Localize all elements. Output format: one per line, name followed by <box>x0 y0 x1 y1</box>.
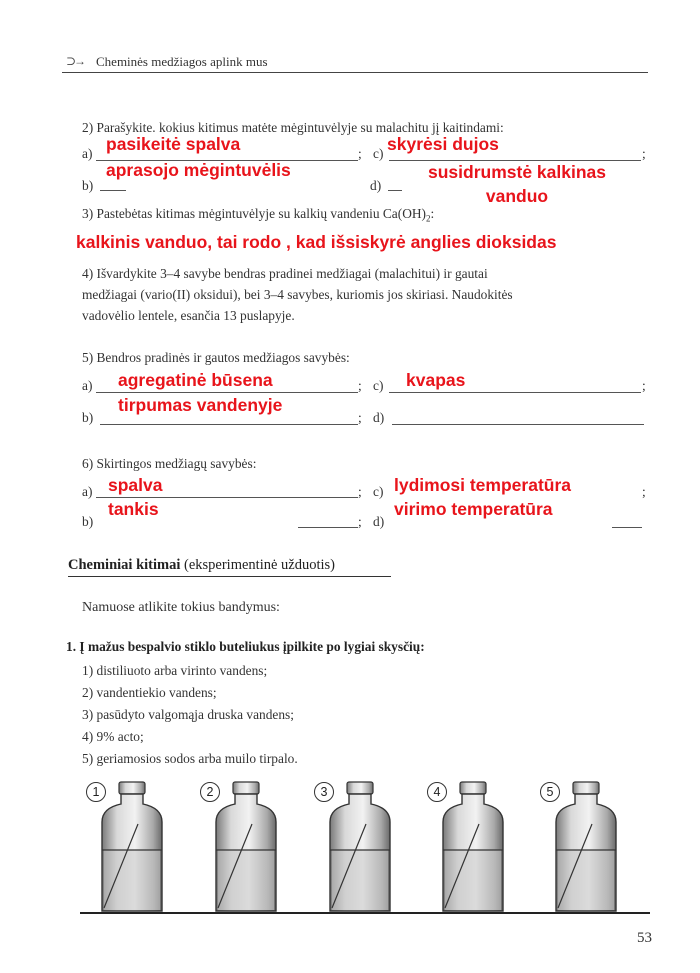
q6-a-label: a) <box>82 484 93 499</box>
bottle-drawing <box>427 780 537 915</box>
bottle-number-badge: 4 <box>427 782 447 802</box>
q6-b-label: b) <box>82 514 94 529</box>
bottle-drawing <box>314 780 424 915</box>
task-1-item: 2) vandentiekio vandens; <box>82 685 217 700</box>
q3-text: 3) Pastebėtas kitimas mėgintuvėlyje su kalkių vandeniu Ca(OH) <box>82 206 426 221</box>
table-surface-line <box>80 912 650 914</box>
q6-b-blank <box>298 527 358 528</box>
q5-c-label: c) <box>373 378 384 393</box>
q2-c-label: c) <box>373 146 384 161</box>
question-6-text: 6) Skirtingos medžiagų savybės: <box>82 456 257 471</box>
q2-c-handwritten-answer: skyrėsi dujos <box>387 134 499 154</box>
task-1-item: 3) pasūdyto valgomąja druska vandens; <box>82 707 294 722</box>
q5-a-blank <box>96 392 358 393</box>
section-heading-rest: (eksperimentinė užduotis) <box>180 557 336 573</box>
section-heading-underline <box>68 576 391 577</box>
q5-b-handwritten-answer: tirpumas vandenyje <box>118 395 283 415</box>
q2-b-blank <box>100 190 126 191</box>
task-1-item: 1) distiliuoto arba virinto vandens; <box>82 663 268 678</box>
q2-b-handwritten-answer: aprasojo mėgintuvėlis <box>106 160 291 180</box>
bottle-number-badge: 2 <box>200 782 220 802</box>
q6-d-handwritten-answer: virimo temperatūra <box>394 499 553 519</box>
header-rule <box>62 72 648 73</box>
task-1-item: 5) geriamosios sodos arba muilo tirpalo. <box>82 751 298 766</box>
q5-a-label: a) <box>82 378 93 393</box>
bottle-drawing <box>200 780 310 915</box>
q3-handwritten-answer: kalkinis vanduo, tai rodo , kad išsiskyrė anglies dioksidas <box>76 232 557 252</box>
q5-a-handwritten-answer: agregatinė būsena <box>118 370 273 390</box>
q6-c-label: c) <box>373 484 384 499</box>
bottle-drawing <box>86 780 196 915</box>
bottle-number-badge: 1 <box>86 782 106 802</box>
q6-a-handwritten-answer: spalva <box>108 475 163 495</box>
question-4-line-3: vadovėlio lentele, esančia 13 puslapyje. <box>82 308 295 323</box>
q5-b-blank <box>100 424 358 425</box>
q6-d-blank <box>612 527 642 528</box>
q3-subscript: 2 <box>426 213 431 224</box>
q3-colon: : <box>430 206 435 221</box>
q2-d-handwritten-answer: susidrumstė kalkinas vanduo <box>428 162 606 206</box>
q6-sep-b: ; <box>358 514 362 529</box>
task-1-title: 1. Į mažus bespalvio stiklo buteliukus įpilkite po lygiai skysčių: <box>66 639 425 654</box>
q2-d-label: d) <box>370 178 382 193</box>
q2-a-label: a) <box>82 146 93 161</box>
q5-sep-c: ; <box>642 378 646 393</box>
bottle-4 <box>427 780 537 915</box>
section-heading-bold: Cheminiai kitimai <box>68 557 181 573</box>
intro-text: Namuose atlikite tokius bandymus: <box>82 600 280 615</box>
task-1-item: 4) 9% acto; <box>82 729 144 744</box>
question-5-text: 5) Bendros pradinės ir gautos medžiagos savybės: <box>82 350 350 365</box>
q5-d-blank <box>392 424 644 425</box>
q5-c-handwritten-answer: kvapas <box>406 370 466 390</box>
q2-b-label: b) <box>82 178 94 193</box>
question-3-text <box>82 206 434 224</box>
q5-c-blank <box>389 392 641 393</box>
q5-sep-a: ; <box>358 378 362 393</box>
q5-b-label: b) <box>82 410 94 425</box>
q6-sep-a: ; <box>358 484 362 499</box>
q6-sep-c: ; <box>642 484 646 499</box>
bottle-3 <box>314 780 424 915</box>
q6-c-handwritten-answer: lydimosi temperatūra <box>394 475 571 495</box>
question-2-text: 2) Parašykite. kokius kitimus matėte mėgintuvėlyje su malachitu jį kaitindami: <box>82 120 504 135</box>
section-heading <box>68 557 335 574</box>
running-header: Cheminės medžiagos aplink mus <box>96 54 268 69</box>
q5-sep-b: ; <box>358 410 362 425</box>
q2-a-handwritten-answer: pasikeitė spalva <box>106 134 241 154</box>
question-4-line-1: 4) Išvardykite 3–4 savybe bendras pradinei medžiagai (malachitui) ir gautai <box>82 266 488 281</box>
question-4-line-2: medžiagai (vario(II) oksidui), bei 3–4 savybes, kuriomis jos skiriasi. Naudokitės <box>82 287 513 302</box>
bottle-drawing <box>540 780 650 915</box>
q2-sep-2: ; <box>642 146 646 161</box>
bottle-1 <box>86 780 196 915</box>
q5-d-label: d) <box>373 410 385 425</box>
q6-a-blank <box>96 497 358 498</box>
header-arrow-icon: ⊃→ <box>66 54 85 68</box>
bottle-5 <box>540 780 650 915</box>
q6-b-handwritten-answer: tankis <box>108 499 159 519</box>
q2-d-blank <box>388 190 402 191</box>
bottle-2 <box>200 780 310 915</box>
bottle-number-badge: 5 <box>540 782 560 802</box>
q6-d-label: d) <box>373 514 385 529</box>
q2-sep: ; <box>358 146 362 161</box>
bottle-number-badge: 3 <box>314 782 334 802</box>
page-number: 53 <box>637 930 652 946</box>
